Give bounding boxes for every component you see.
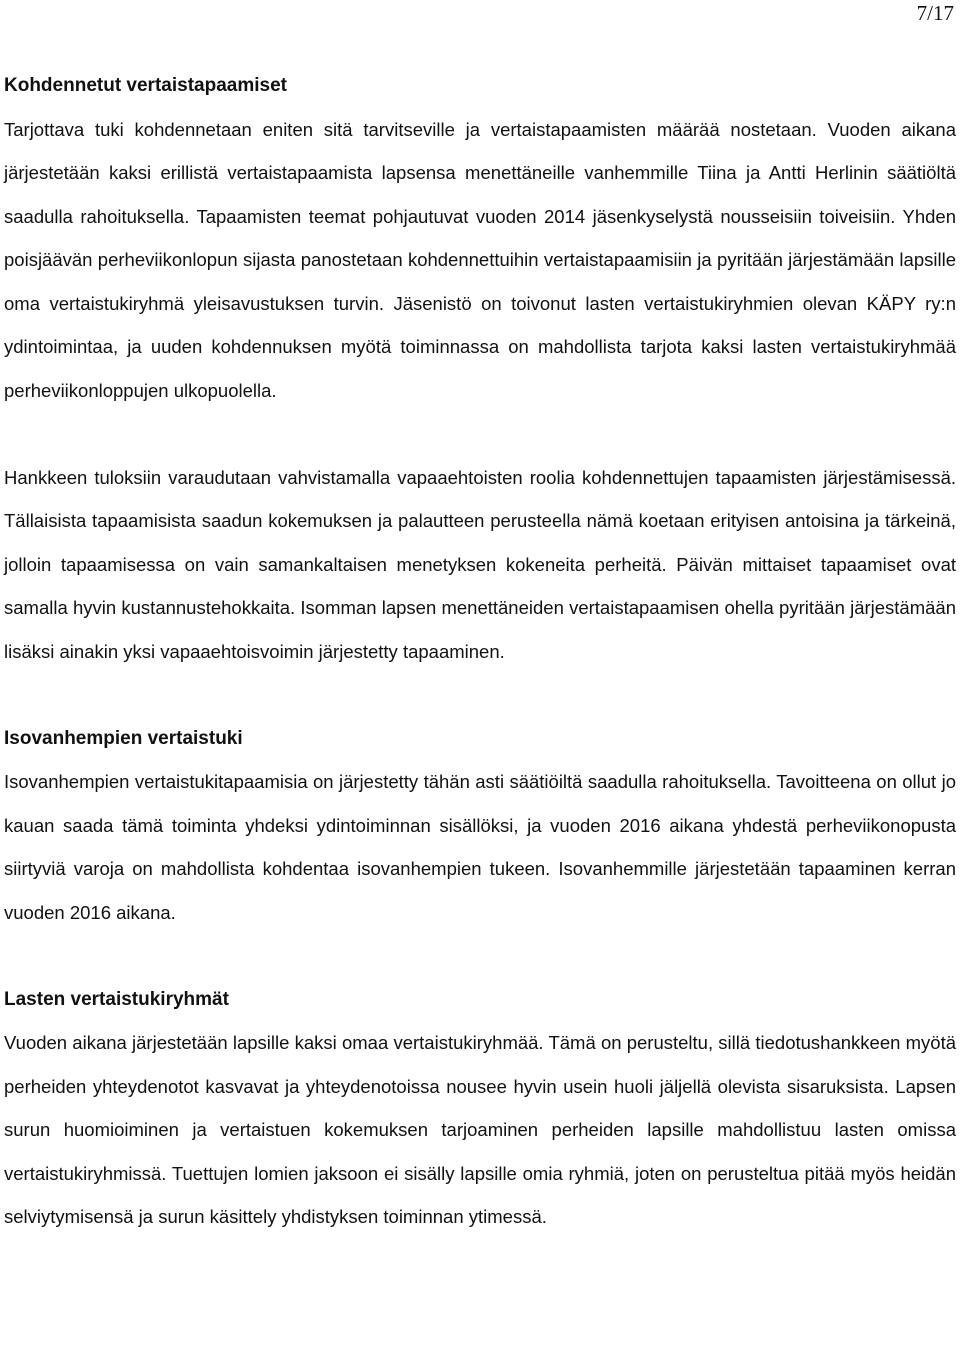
paragraph: Isovanhempien vertaistukitapaamisia on järjestetty tähän asti säätiöiltä saadulla rahoituksella. Tavoitteena on ollut jo kauan saada tämä toiminta yhdeksi ydintoiminnan sisällöksi, ja vuoden 2016 aikana yhdestä perheviikonopusta siirtyviä varoja on mahdollista kohdentaa isovanhempien tukeen. Isovanhemmille järjestetään tapaaminen kerran vuoden 2016 aikana.: [4, 771, 956, 923]
section-gap: [4, 673, 956, 717]
section-isovanhempien-vertaistuki: [4, 717, 956, 935]
document-body: [4, 64, 956, 1239]
section-heading: Isovanhempien vertaistuki: [4, 727, 243, 749]
section-lasten-vertaistukiryhmat: [4, 978, 956, 1239]
section-gap: [4, 934, 956, 978]
paragraph: Vuoden aikana järjestetään lapsille kaksi omaa vertaistukiryhmää. Tämä on perusteltu, sillä tiedotushankkeen myötä perheiden yhteydenotot kasvavat ja yhteydenotoissa nousee hyvin usein huoli jäljellä olevista sisaruksista. Lapsen surun huomioiminen ja vertaistuen kokemuksen tarjoaminen perheiden lapsille mahdollistuu lasten omissa vertaistukiryhmissä. Tuettujen lomien jaksoon ei sisälly lapsille omia ryhmiä, joten on perusteltua pitää myös heidän selviytymisensä ja surun käsittely yhdistyksen toiminnan ytimessä.: [4, 1032, 956, 1227]
paragraph: Hankkeen tuloksiin varaudutaan vahvistamalla vapaaehtoisten roolia kohdennettujen tapaamisten järjestämisessä. Tällaisista tapaamisista saadun kokemuksen ja palautteen perusteella nämä koetaan erityisen antoisina ja tärkeinä, jolloin tapaamisessa on vain samankaltaisen menetyksen kokeneita perheitä. Päivän mittaiset tapaamiset ovat samalla hyvin kustannustehokkaita. Isomman lapsen menettäneiden vertaistapaamisen ohella pyritään järjestämään lisäksi ainakin yksi vapaaehtoisvoimin järjestetty tapaaminen.: [4, 466, 956, 662]
section-kohdennetut-vertaistapaamiset: [4, 64, 956, 673]
section-heading: Lasten vertaistukiryhmät: [4, 988, 229, 1010]
paragraph-gap: [4, 412, 956, 456]
section-heading: Kohdennetut vertaistapaamiset: [4, 75, 287, 96]
page-number: 7/17: [916, 1, 954, 25]
paragraph: Tarjottava tuki kohdennetaan eniten sitä tarvitseville ja vertaistapaamisten määrää nostetaan. Vuoden aikana järjestetään kaksi erillistä vertaistapaamista lapsensa menettäneille vanhemmille Tiina ja Antti Herlinin säätiöltä saadulla rahoituksella. Tapaamisten teemat pohjautuvat vuoden 2014 jäsenkyselystä nousseisiin toiveisiin. Yhden poisjäävän perheviikonlopun sijasta panostetaan kohdennettuihin vertaistapaamisiin ja pyritään järjestämään lapsille oma vertaistukiryhmä yleisavustuksen turvin. Jäsenistö on toivonut lasten vertaistukiryhmien olevan KÄPY ry:n ydintoimintaa, ja uuden kohdennuksen myötä toiminnassa on mahdollista tarjota kaksi lasten vertaistukiryhmää perheviikonloppujen ulkopuolella.: [4, 118, 956, 401]
